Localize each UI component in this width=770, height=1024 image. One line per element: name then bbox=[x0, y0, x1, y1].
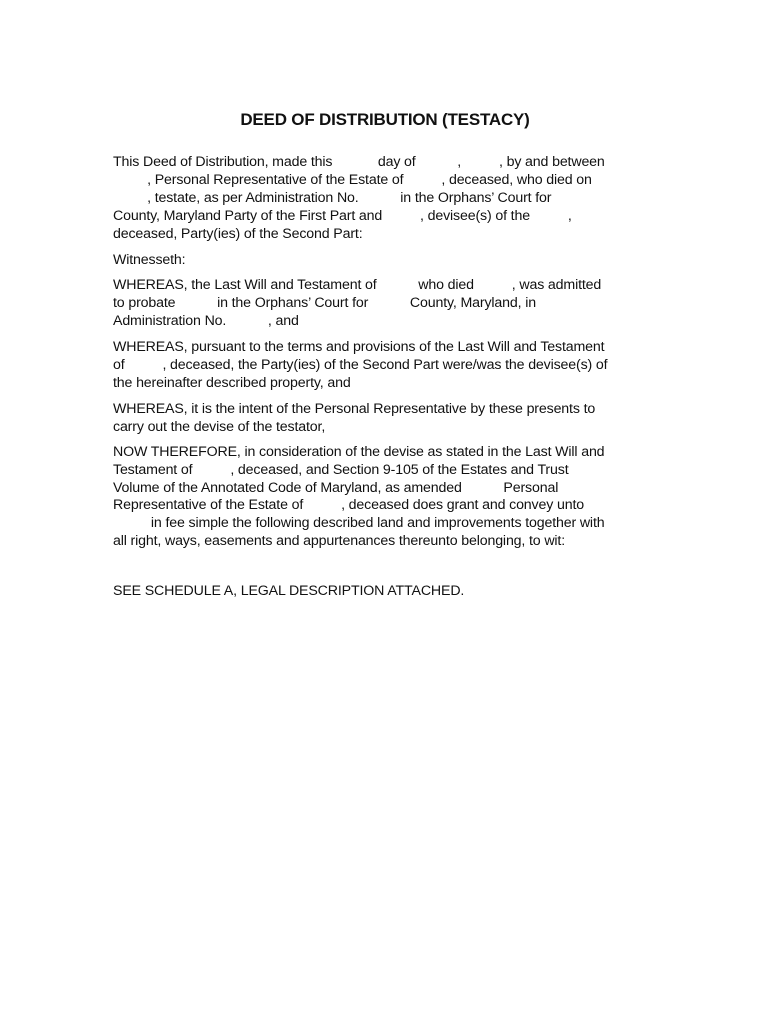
schedule-note: SEE SCHEDULE A, LEGAL DESCRIPTION ATTACHED. bbox=[113, 583, 465, 599]
now-therefore-line-5: in fee simple the following described land and improvements together with bbox=[113, 515, 605, 531]
now-therefore-line-4: Representative of the Estate of , deceased does grant and convey unto bbox=[113, 497, 584, 513]
intro-line-4: County, Maryland Party of the First Part and , devisee(s) of the , bbox=[113, 208, 572, 224]
now-therefore-line-3: Volume of the Annotated Code of Maryland, as amended Personal bbox=[113, 480, 559, 496]
witnesseth-line: Witnesseth: bbox=[113, 252, 186, 268]
intro-line-5: deceased, Party(ies) of the Second Part: bbox=[113, 226, 363, 242]
now-therefore-line-1: NOW THEREFORE, in consideration of the devise as stated in the Last Will and bbox=[113, 444, 605, 460]
whereas-2-line-3: the hereinafter described property, and bbox=[113, 375, 351, 391]
whereas-3-line-1: WHEREAS, it is the intent of the Personal Representative by these presents to bbox=[113, 401, 596, 417]
intro-line-3: , testate, as per Administration No. in the Orphans’ Court for bbox=[113, 190, 552, 206]
document-title: DEED OF DISTRIBUTION (TESTACY) bbox=[240, 110, 530, 129]
whereas-1-line-2: to probate in the Orphans’ Court for County, Maryland, in bbox=[113, 295, 536, 311]
intro-line-1: This Deed of Distribution, made this day of , , by and between bbox=[113, 154, 605, 170]
whereas-1-line-1: WHEREAS, the Last Will and Testament of who died , was admitted bbox=[113, 277, 602, 293]
whereas-2-line-1: WHEREAS, pursuant to the terms and provisions of the Last Will and Testament bbox=[113, 339, 605, 355]
intro-line-2: , Personal Representative of the Estate of , deceased, who died on bbox=[113, 172, 592, 188]
whereas-1-line-3: Administration No. , and bbox=[113, 313, 299, 329]
now-therefore-line-6: all right, ways, easements and appurtenances thereunto belonging, to wit: bbox=[113, 533, 566, 549]
now-therefore-line-2: Testament of , deceased, and Section 9-105 of the Estates and Trust bbox=[113, 462, 569, 478]
whereas-2-line-2: of , deceased, the Party(ies) of the Second Part were/was the devisee(s) of bbox=[113, 357, 608, 373]
whereas-3-line-2: carry out the devise of the testator, bbox=[113, 419, 326, 435]
